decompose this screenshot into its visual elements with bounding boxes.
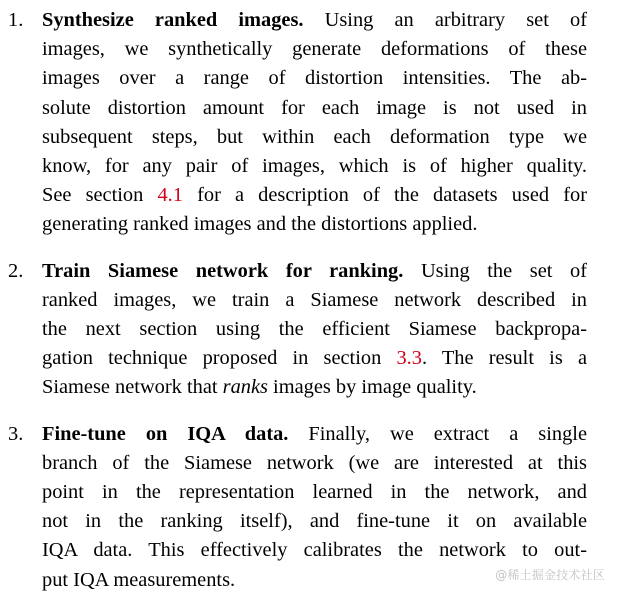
text-span: point in the representation learned in the network, and <box>42 481 587 504</box>
text-line <box>42 94 587 123</box>
text-span: for a description of the datasets used for <box>182 184 587 207</box>
text-span: images, we synthetically generate deformations of these <box>42 38 587 61</box>
step-2 <box>0 257 587 403</box>
step-number: 3. <box>8 422 24 445</box>
step-body <box>42 257 587 403</box>
text-span: images by image quality. <box>267 376 477 399</box>
text-line <box>42 123 587 152</box>
text-span: branch of the Siamese network (we are interested at this <box>42 451 587 474</box>
text-span: the next section using the efficient Siamese backpropa- <box>42 318 587 341</box>
section-reference-link[interactable]: 4.1 <box>157 184 183 207</box>
text-line <box>42 181 587 210</box>
text-span: generating ranked images and the distortions applied. <box>42 213 478 236</box>
text-span: gation technique proposed in section <box>42 347 397 370</box>
text-span: Using an arbitrary set of <box>303 9 587 31</box>
text-span: See section <box>42 184 158 207</box>
text-line <box>42 6 587 35</box>
text-line <box>42 507 587 536</box>
text-span: not in the ranking itself), and fine-tune it on available <box>42 510 587 533</box>
watermark-text: @稀土掘金技术社区 <box>495 568 605 582</box>
text-line <box>42 257 587 286</box>
text-span: solute distortion amount for each image is not used in <box>42 96 587 119</box>
step-heading: Train Siamese network for ranking. <box>42 259 404 282</box>
step-number: 1. <box>8 9 24 31</box>
numbered-step-list <box>0 6 619 595</box>
text-line <box>42 536 587 565</box>
text-line <box>42 373 587 402</box>
emphasized-word: ranks <box>222 376 268 399</box>
text-span: images over a range of distortion intensities. The ab- <box>42 67 587 90</box>
text-line <box>42 210 587 239</box>
text-line <box>42 449 587 478</box>
text-line <box>42 478 587 507</box>
step-heading: Synthesize ranked images. <box>42 9 304 31</box>
text-span: ranked images, we train a Siamese network described in <box>42 288 587 311</box>
step-body <box>42 6 587 240</box>
text-span: IQA data. This effectively calibrates the network to out- <box>42 539 587 562</box>
step-number: 2. <box>8 259 24 282</box>
text-span: subsequent steps, but within each deformation type we <box>42 125 587 148</box>
text-span: put IQA measurements. <box>42 568 236 591</box>
text-span: . The result is a <box>421 347 587 370</box>
text-line <box>42 152 587 181</box>
text-span: know, for any pair of images, which is of higher quality. <box>42 155 587 178</box>
text-line <box>42 420 587 449</box>
text-span: Siamese network that <box>42 376 223 399</box>
text-line <box>42 344 587 373</box>
text-line <box>42 64 587 93</box>
section-reference-link[interactable]: 3.3 <box>396 347 422 370</box>
text-line <box>42 286 587 315</box>
text-line <box>42 315 587 344</box>
step-1 <box>0 6 587 240</box>
text-line <box>42 35 587 64</box>
step-heading: Fine-tune on IQA data. <box>42 422 289 445</box>
text-span: Using the set of <box>403 259 587 282</box>
text-span: Finally, we extract a single <box>288 422 587 445</box>
